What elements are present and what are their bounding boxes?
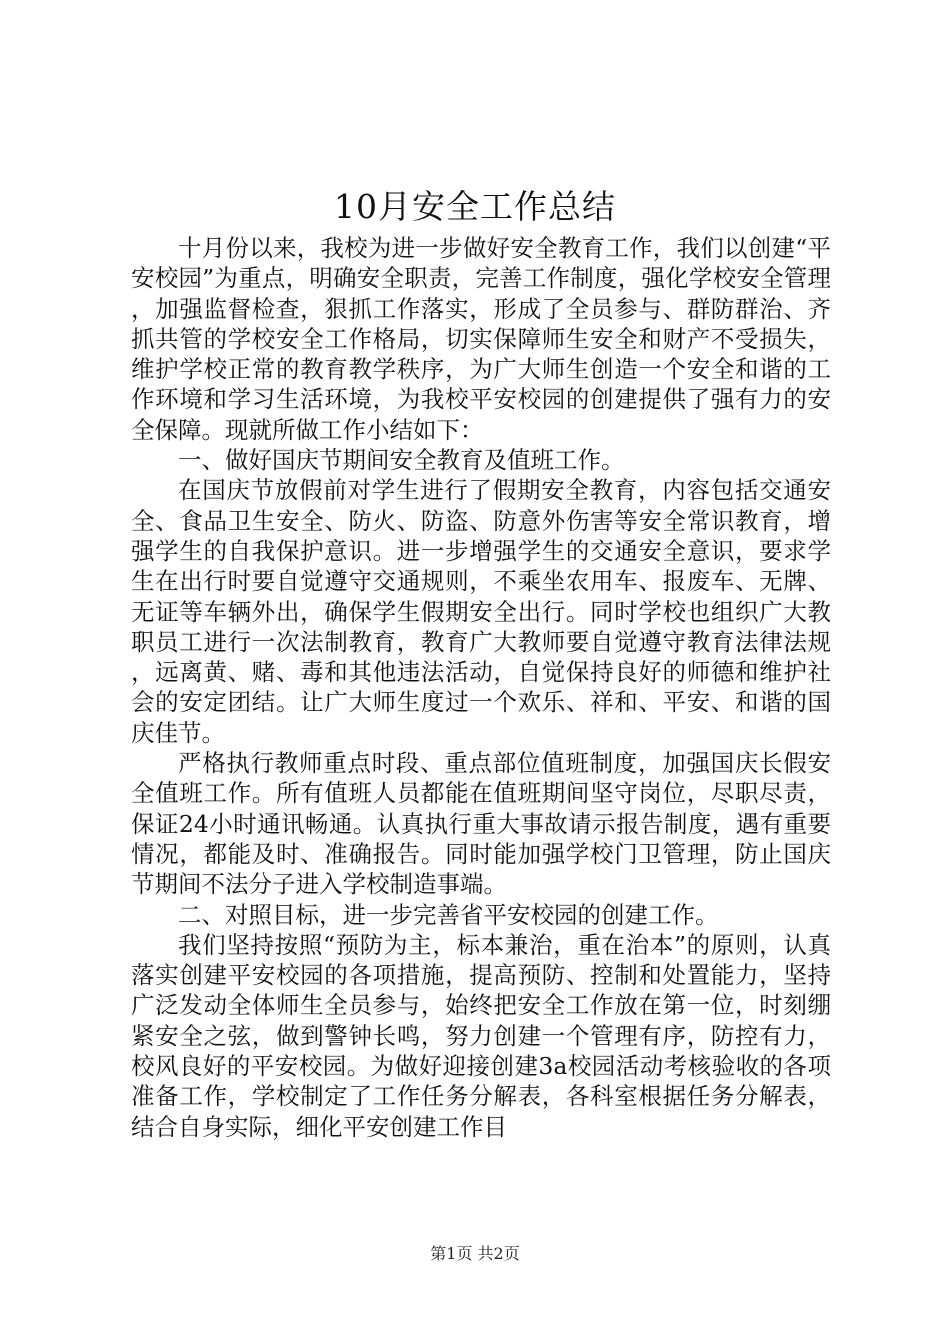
- page-number-footer: 第1页 共2页: [430, 1244, 520, 1263]
- paragraph-holiday-education: 在国庆节放假前对学生进行了假期安全教育，内容包括交通安全、食品卫生安全、防火、防盗、防意外伤害等安全常识教育，增强学生的自我保护意识。进一步增强学生的交通安全意识，要求学生在出行时要自觉遵守交通规则，不乘坐农用车、报废车、无牌、无证等车辆外出，确保学生假期安全出行。同时学校也组织广大教职员工进行一次法制教育，教育广大教师要自觉遵守教育法律法规，远离黄、赌、毒和其他违法活动，自觉保持良好的师德和维护社会的安定团结。让广大师生度过一个欢乐、祥和、平安、和谐的国庆佳节。: [131, 476, 831, 747]
- paragraph-safe-campus: 我们坚持按照“预防为主，标本兼治，重在治本”的原则，认真落实创建平安校园的各项措施，提高预防、控制和处置能力，坚持广泛发动全体师生全员参与，始终把安全工作放在第一位，时刻绷紧安全之弦，做到警钟长鸣，努力创建一个管理有序，防控有力，校风良好的平安校园。为做好迎接创建3a校园活动考核验收的各项准备工作，学校制定了工作任务分解表，各科室根据任务分解表，结合自身实际，细化平安创建工作目: [131, 930, 831, 1141]
- paragraph-duty-system: 严格执行教师重点时段、重点部位值班制度，加强国庆长假安全值班工作。所有值班人员都能在值班期间坚守岗位，尽职尽责，保证24小时通讯畅通。认真执行重大事故请示报告制度，遇有重要情况，都能及时、准确报告。同时能加强学校门卫管理，防止国庆节期间不法分子进入学校制造事端。: [131, 749, 831, 899]
- document-body: [131, 233, 831, 1142]
- section-heading-1: 一、做好国庆节期间安全教育及值班工作。: [178, 446, 625, 475]
- section-heading-2: 二、对照目标，进一步完善省平安校园的创建工作。: [178, 900, 719, 929]
- document-title: 10月安全工作总结: [334, 187, 616, 226]
- paragraph-intro: 十月份以来，我校为进一步做好安全教育工作，我们以创建“平安校园”为重点，明确安全职责，完善工作制度，强化学校安全管理，加强监督检查，狠抓工作落实，形成了全员参与、群防群治、齐抓共管的学校安全工作格局，切实保障师生安全和财产不受损失，维护学校正常的教育教学秩序，为广大师生创造一个安全和谐的工作环境和学习生活环境，为我校平安校园的创建提供了强有力的安全保障。现就所做工作小结如下：: [131, 234, 831, 444]
